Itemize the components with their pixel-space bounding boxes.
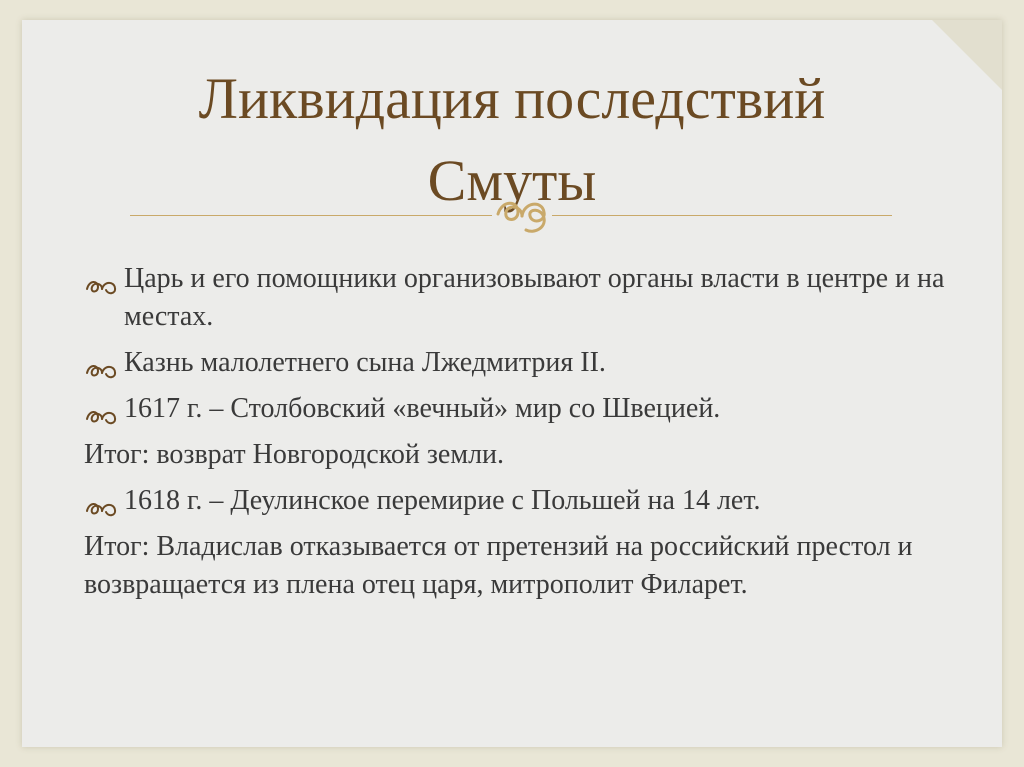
list-item [84,482,964,520]
slide-title-line-1: Ликвидация последствий [198,66,826,131]
list-item [84,390,964,428]
slide [22,20,1002,747]
list-item-text: Царь и его помощники организовывают органы власти в центре и на местах. [124,263,945,332]
list-item-text: 1618 г. – Деулинское перемирие с Польшей на 14 лет. [124,485,761,516]
slide-title-line-2: Смуты [427,148,597,213]
list-item [84,260,964,336]
swirl-bullet-icon [84,492,118,512]
flourish-icon [492,190,552,240]
swirl-bullet-icon [84,400,118,420]
swirl-bullet-icon [84,270,118,290]
swirl-bullet-icon [84,354,118,374]
result-text [84,436,964,474]
bullet-list [84,260,964,612]
list-item-text: Итог: возврат Новгородской земли. [84,439,505,470]
list-item-text: Казнь малолетнего сына Лжедмитрия II. [124,347,606,378]
list-item-text: Итог: Владислав отказывается от претензий на российский престол и возвращается из плена отец царя, митрополит Филарет. [84,531,913,600]
list-item-text: 1617 г. – Столбовский «вечный» мир со Швецией. [124,393,721,424]
title-rule-right [552,215,892,216]
list-item [84,344,964,382]
title-rule-left [130,215,492,216]
result-text [84,528,964,604]
